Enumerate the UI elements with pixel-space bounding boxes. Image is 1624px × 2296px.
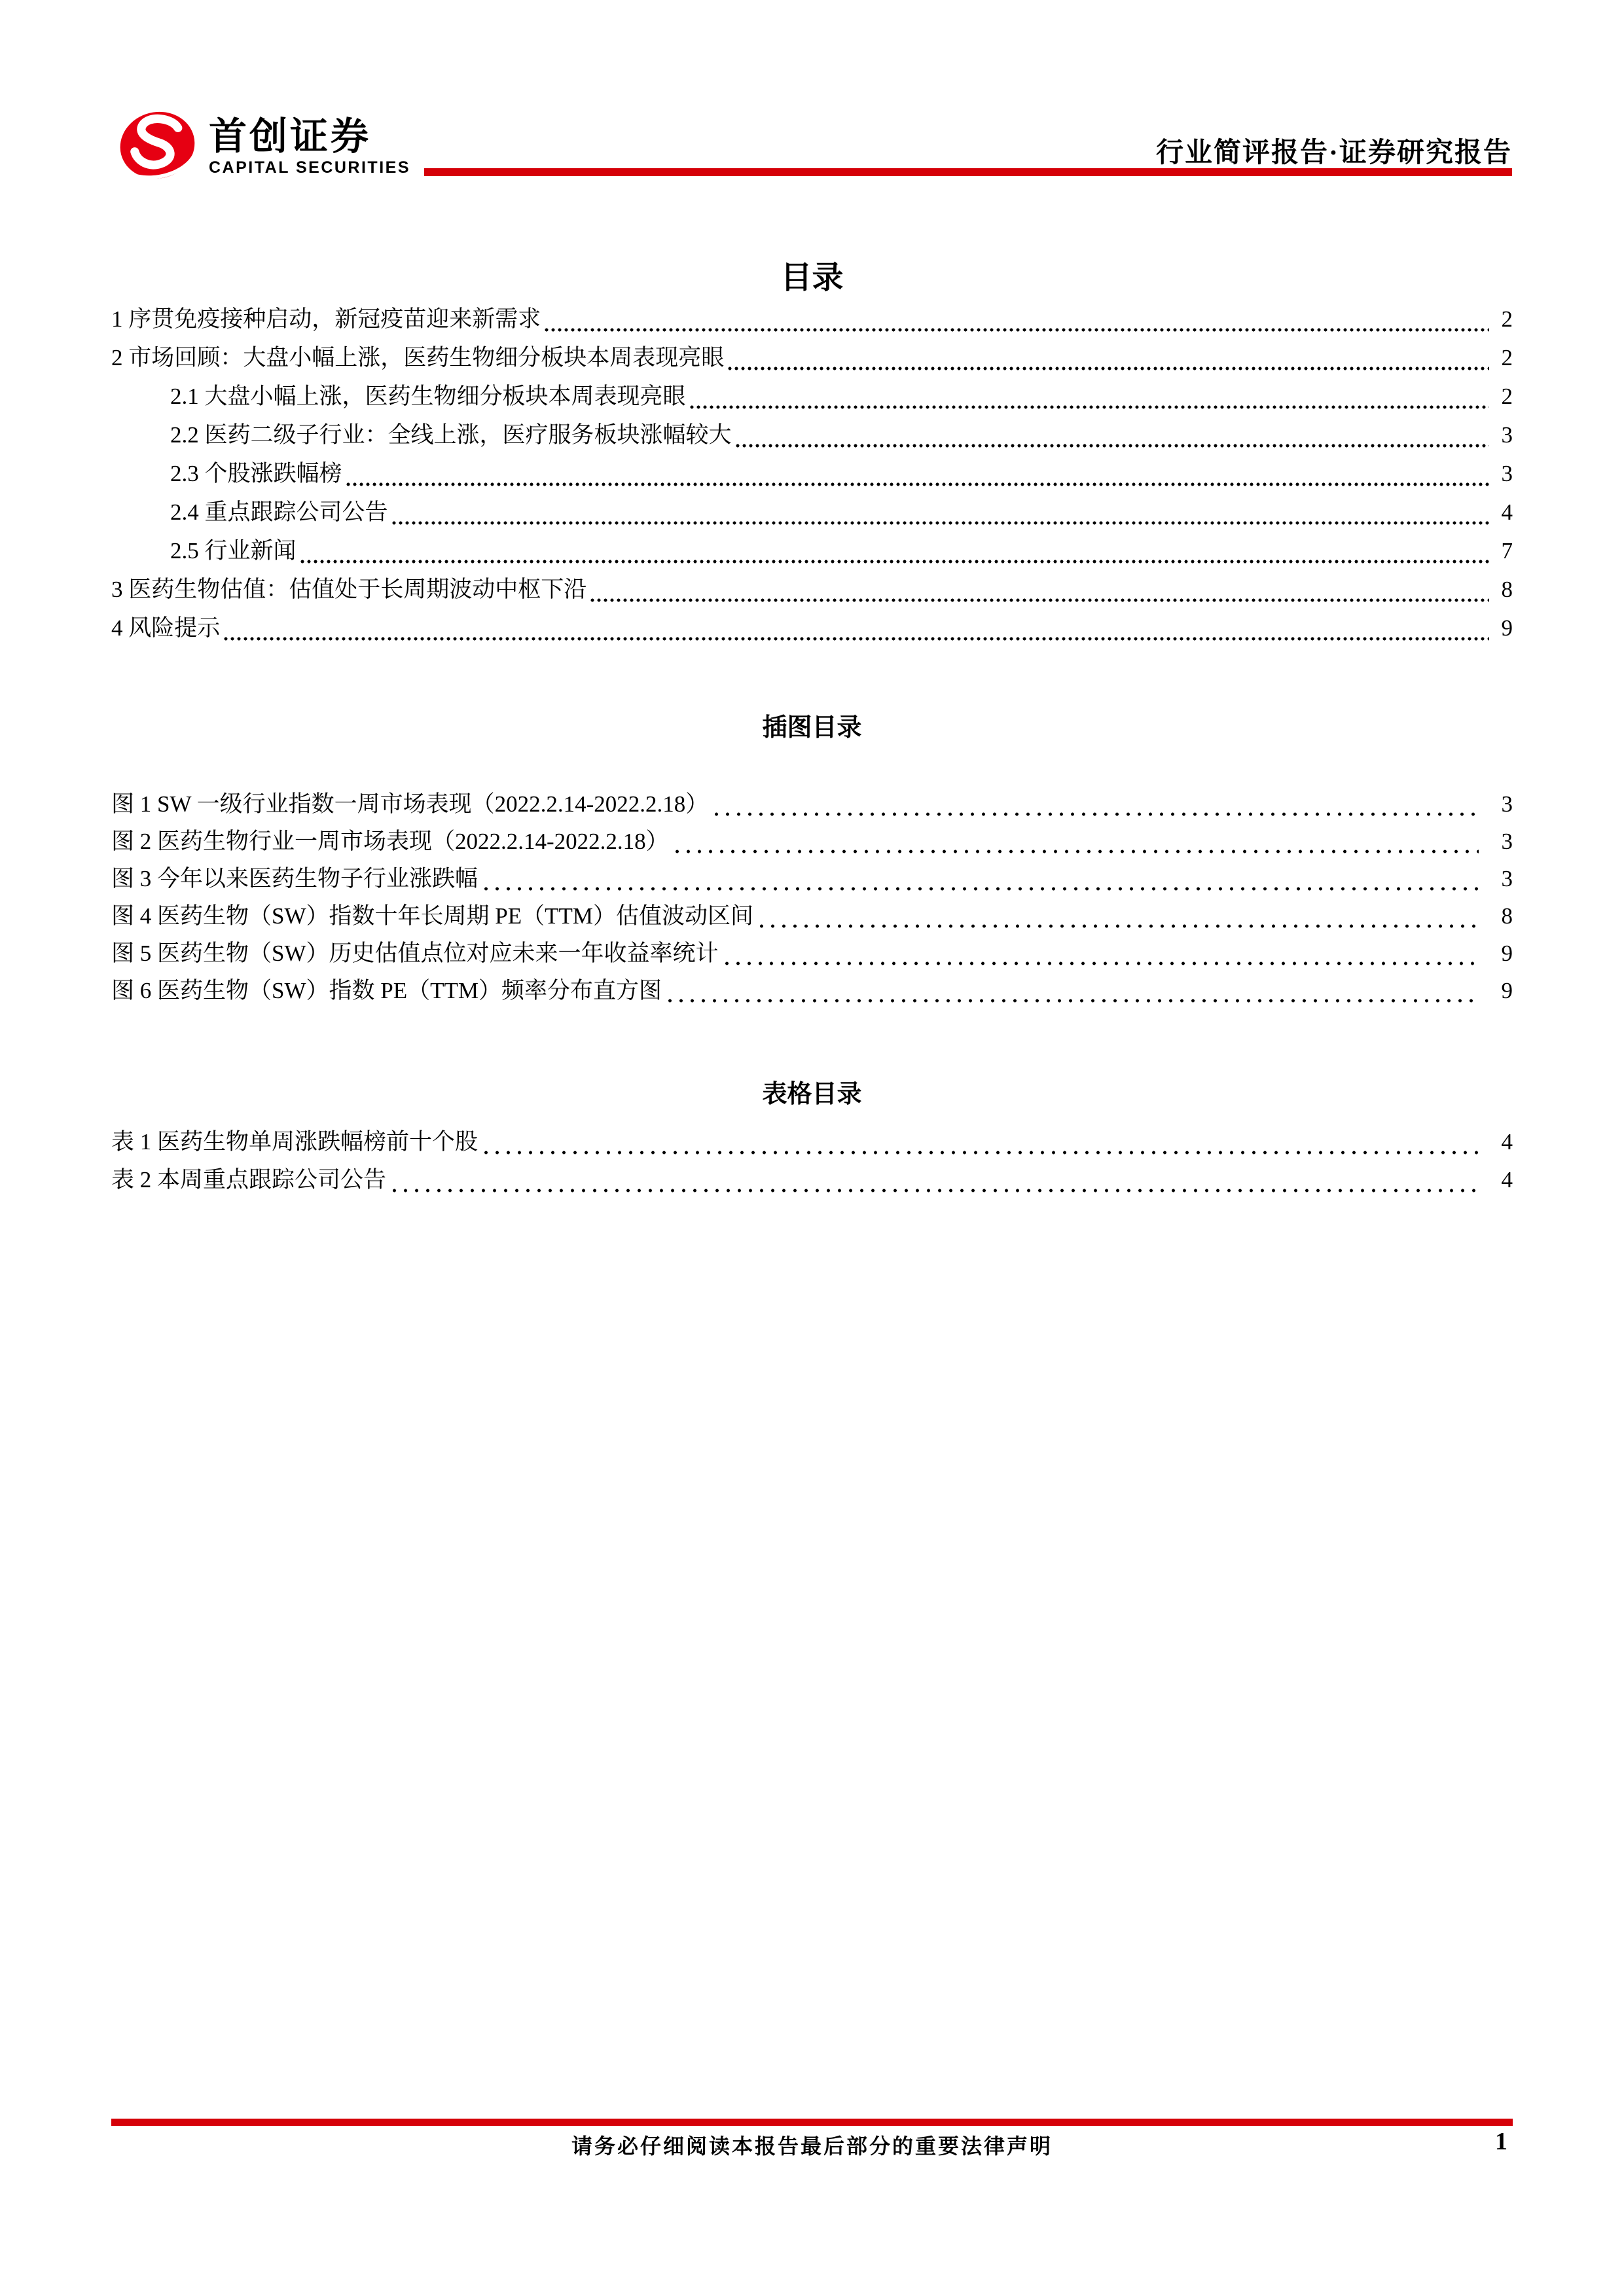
dot-leader bbox=[664, 983, 1479, 1009]
footer-page-number: 1 bbox=[1495, 2128, 1507, 2155]
report-type-label: 行业简评报告·证券研究报告 bbox=[1155, 138, 1512, 168]
toc-entry-page: 9 bbox=[1501, 615, 1513, 641]
toc-entry-label: 1 序贯免疫接种启动，新冠疫苗迎来新需求 bbox=[111, 306, 541, 332]
footer-disclaimer: 请务必仔细阅读本报告最后部分的重要法律声明 bbox=[571, 2134, 1053, 2158]
toc-entry-page: 2 bbox=[1501, 306, 1513, 332]
toc-entry-page: 7 bbox=[1501, 538, 1513, 564]
figure-entry[interactable] bbox=[111, 860, 1513, 897]
figure-entry-page: 9 bbox=[1501, 978, 1513, 1003]
figure-list-title: 插图目录 bbox=[762, 714, 862, 742]
toc-entry[interactable] bbox=[111, 493, 1513, 531]
dot-leader bbox=[711, 797, 1479, 823]
toc-entry-label: 4 风险提示 bbox=[111, 615, 221, 641]
dot-leader bbox=[734, 428, 1489, 454]
logo-text bbox=[209, 116, 410, 178]
toc-title: 目录 bbox=[780, 260, 844, 295]
figure-entry-page: 3 bbox=[1501, 829, 1513, 854]
toc-entry-label: 2.3 个股涨跌幅榜 bbox=[170, 461, 342, 486]
figure-entry[interactable] bbox=[111, 935, 1513, 972]
toc-entry[interactable] bbox=[111, 338, 1513, 377]
dot-leader bbox=[589, 583, 1489, 609]
toc-entry-label: 3 医药生物估值：估值处于长周期波动中枢下沿 bbox=[111, 577, 587, 602]
toc-entry-label: 2.2 医药二级子行业：全线上涨，医疗服务板块涨幅较大 bbox=[170, 422, 732, 448]
figure-entry[interactable] bbox=[111, 823, 1513, 860]
toc-entry-page: 3 bbox=[1501, 422, 1513, 448]
dot-leader bbox=[480, 1135, 1479, 1161]
table-entry-page: 4 bbox=[1501, 1167, 1513, 1193]
toc-entry-page: 8 bbox=[1501, 577, 1513, 602]
dot-leader bbox=[721, 946, 1479, 972]
capital-securities-logo-icon bbox=[115, 103, 201, 190]
table-entry-label: 表 2 本周重点跟踪公司公告 bbox=[111, 1167, 387, 1193]
toc-entry-page: 4 bbox=[1501, 499, 1513, 525]
dot-leader bbox=[727, 351, 1489, 377]
toc-entry[interactable] bbox=[111, 416, 1513, 454]
dot-leader bbox=[689, 389, 1489, 416]
toc-entry[interactable] bbox=[111, 377, 1513, 416]
dot-leader bbox=[391, 505, 1489, 531]
dot-leader bbox=[672, 834, 1479, 860]
toc-entry[interactable] bbox=[111, 454, 1513, 493]
figure-list bbox=[111, 785, 1513, 1009]
dot-leader bbox=[223, 621, 1489, 647]
header-rule bbox=[424, 168, 1512, 176]
figure-entry[interactable] bbox=[111, 897, 1513, 935]
table-entry-label: 表 1 医药生物单周涨跌幅榜前十个股 bbox=[111, 1129, 478, 1155]
figure-entry[interactable] bbox=[111, 972, 1513, 1009]
footer-rule bbox=[111, 2119, 1513, 2126]
toc-entry-page: 2 bbox=[1501, 384, 1513, 409]
table-list bbox=[111, 1123, 1513, 1199]
toc-entry-label: 2 市场回顾：大盘小幅上涨，医药生物细分板块本周表现亮眼 bbox=[111, 345, 725, 370]
figure-entry-label: 图 6 医药生物（SW）指数 PE（TTM）频率分布直方图 bbox=[111, 978, 662, 1003]
dot-leader bbox=[543, 312, 1489, 338]
brand-name-cn: 首创证券 bbox=[209, 115, 372, 158]
figure-entry-label: 图 2 医药生物行业一周市场表现（2022.2.14-2022.2.18） bbox=[111, 829, 669, 854]
figure-entry-label: 图 3 今年以来医药生物子行业涨跌幅 bbox=[111, 866, 478, 891]
figure-entry-label: 图 1 SW 一级行业指数一周市场表现（2022.2.14-2022.2.18） bbox=[111, 791, 709, 817]
toc-entry-label: 2.5 行业新闻 bbox=[170, 538, 297, 564]
toc-list bbox=[111, 300, 1513, 647]
dot-leader bbox=[389, 1173, 1479, 1199]
table-entry[interactable] bbox=[111, 1123, 1513, 1161]
dot-leader bbox=[480, 871, 1479, 897]
table-entry-page: 4 bbox=[1501, 1129, 1513, 1155]
toc-entry-label: 2.1 大盘小幅上涨，医药生物细分板块本周表现亮眼 bbox=[170, 384, 686, 409]
table-entry[interactable] bbox=[111, 1161, 1513, 1199]
toc-entry[interactable] bbox=[111, 609, 1513, 647]
figure-entry-page: 3 bbox=[1501, 866, 1513, 891]
toc-entry[interactable] bbox=[111, 570, 1513, 609]
dot-leader bbox=[756, 908, 1479, 935]
figure-entry-page: 3 bbox=[1501, 791, 1513, 817]
company-logo bbox=[115, 103, 410, 190]
brand-name-en: CAPITAL SECURITIES bbox=[209, 158, 410, 177]
dot-leader bbox=[299, 544, 1489, 570]
figure-entry-page: 9 bbox=[1501, 941, 1513, 966]
toc-entry[interactable] bbox=[111, 300, 1513, 338]
toc-entry[interactable] bbox=[111, 531, 1513, 570]
figure-entry-label: 图 4 医药生物（SW）指数十年长周期 PE（TTM）估值波动区间 bbox=[111, 903, 753, 929]
toc-entry-page: 2 bbox=[1501, 345, 1513, 370]
dot-leader bbox=[345, 467, 1489, 493]
toc-entry-page: 3 bbox=[1501, 461, 1513, 486]
toc-entry-label: 2.4 重点跟踪公司公告 bbox=[170, 499, 388, 525]
figure-entry-page: 8 bbox=[1501, 903, 1513, 929]
table-list-title: 表格目录 bbox=[762, 1081, 862, 1108]
figure-entry-label: 图 5 医药生物（SW）历史估值点位对应未来一年收益率统计 bbox=[111, 941, 719, 966]
figure-entry[interactable] bbox=[111, 785, 1513, 823]
